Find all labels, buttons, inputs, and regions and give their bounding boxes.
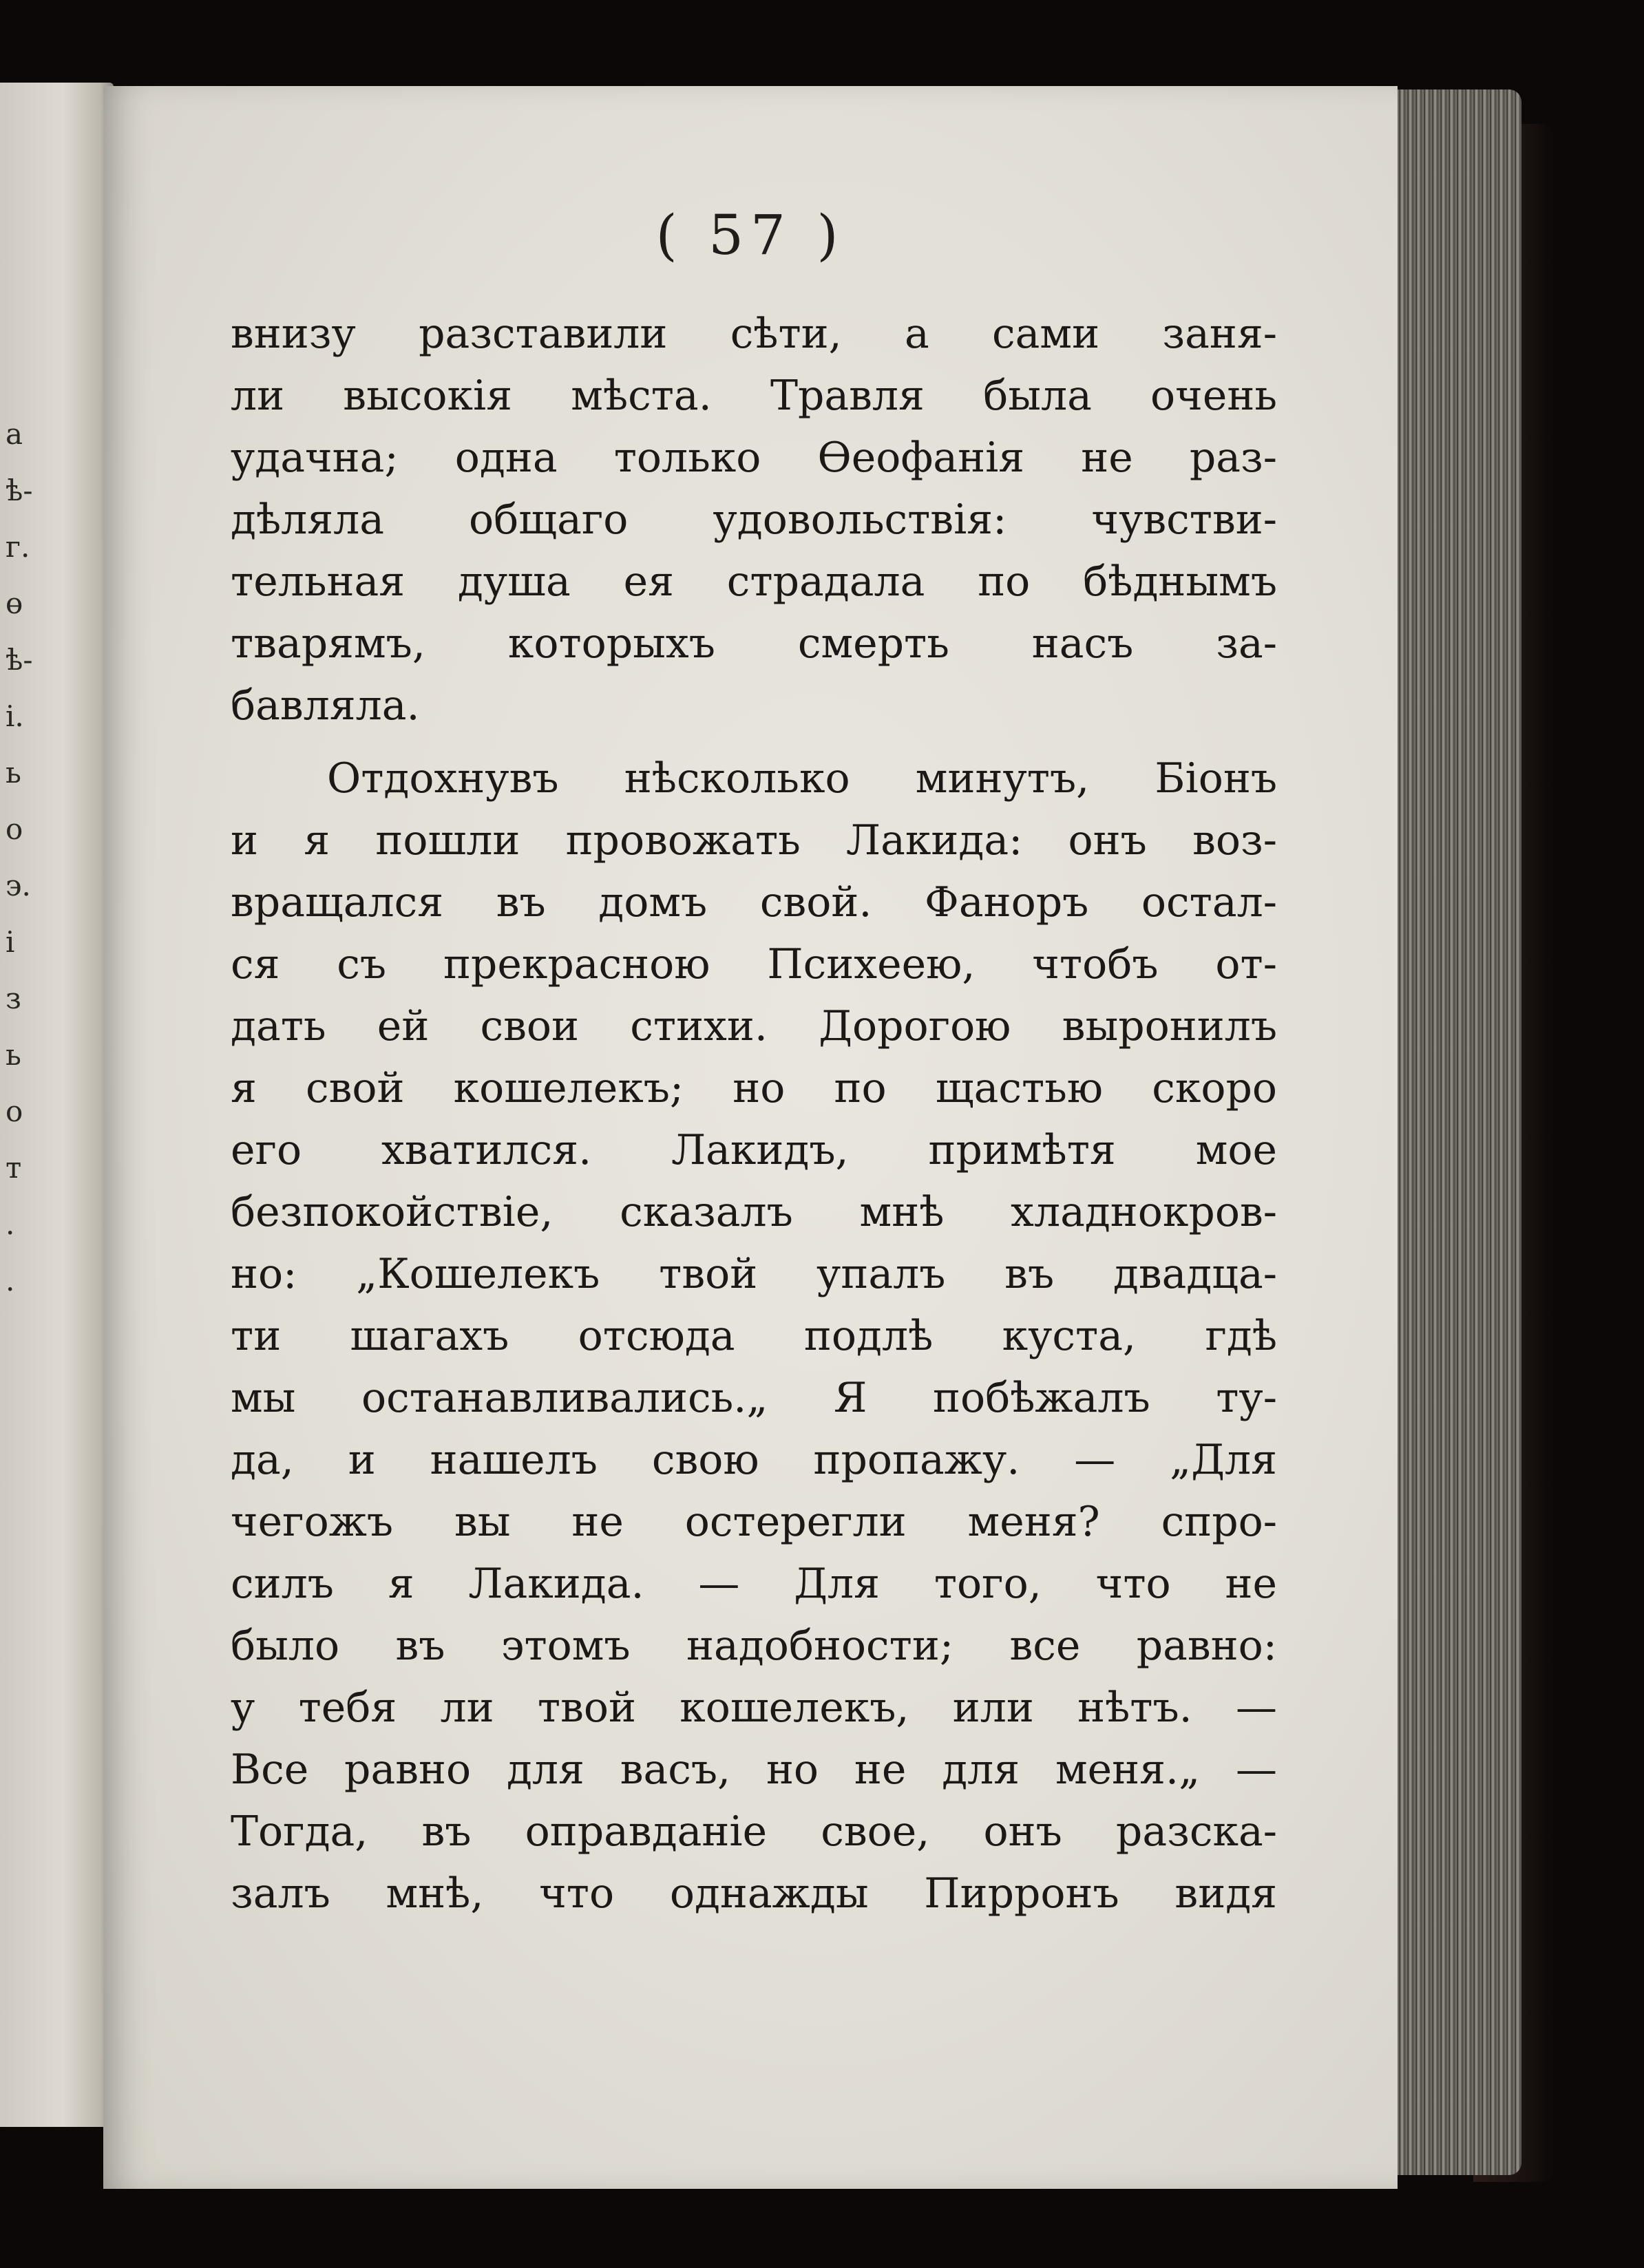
left-page-fragment: ь <box>6 756 21 789</box>
text-line: да, и нашелъ свою пропажу. — „Для <box>231 1436 1277 1484</box>
left-page-fragment: . <box>6 1207 15 1241</box>
text-line: внизу разставили сѣти, а сами заня- <box>231 310 1277 358</box>
left-page-fragment: і <box>6 925 15 959</box>
text-line: было въ этомъ надобности; все равно: <box>231 1622 1277 1670</box>
text-line: я свой кошелекъ; но по щастью скоро <box>231 1064 1277 1112</box>
text-line: чегожъ вы не остерегли меня? спро- <box>231 1498 1277 1546</box>
text-line: дѣляла общаго удовольствія: чувстви- <box>231 496 1277 544</box>
left-page-fragment: а <box>6 417 23 451</box>
text-line: залъ мнѣ, что однажды Пирронъ видя <box>231 1869 1277 1918</box>
text-line: вращался въ домъ свой. Фаноръ остал- <box>231 878 1277 926</box>
text-line: мы останавливались.„ Я побѣжалъ ту- <box>231 1374 1277 1422</box>
text-line: ся съ прекрасною Психеею, чтобъ от- <box>231 940 1277 988</box>
left-page-fragment: т <box>6 1151 22 1185</box>
text-line: и я пошли провожать Лакида: онъ воз- <box>231 816 1277 865</box>
left-page-fragment: ѣ- <box>6 474 33 507</box>
text-line: у тебя ли твой кошелекъ, или нѣтъ. — <box>231 1684 1277 1732</box>
previous-page-text-fragments <box>6 406 33 1309</box>
text-line: силъ я Лакида. — Для того, что не <box>231 1560 1277 1608</box>
left-page-fragment: і. <box>6 699 24 733</box>
text-line: тельная душа ея страдала по бѣднымъ <box>231 558 1277 606</box>
left-page-fragment: ө <box>6 586 23 620</box>
previous-page-edge <box>0 83 114 2127</box>
text-line: Тогда, въ оправданіе свое, онъ разска- <box>231 1808 1277 1856</box>
left-page-fragment: о <box>6 812 23 846</box>
left-page-fragment: з <box>6 982 21 1015</box>
left-page-fragment: о <box>6 1094 23 1128</box>
text-line: Все равно для васъ, но не для меня.„ — <box>231 1746 1277 1794</box>
text-line: ли высокія мѣста. Травля была очень <box>231 372 1277 420</box>
left-page-fragment: . <box>6 1264 15 1297</box>
text-line: ти шагахъ отсюда подлѣ куста, гдѣ <box>231 1312 1277 1360</box>
text-line: тварямъ, которыхъ смерть насъ за- <box>231 619 1277 668</box>
text-line: бавляла. <box>231 681 420 730</box>
text-line: но: „Кошелекъ твой упалъ въ двадца- <box>231 1250 1277 1298</box>
page-body-text <box>231 303 1277 1925</box>
left-page-fragment: ь <box>6 1038 21 1072</box>
text-line: дать ей свои стихи. Дорогою выронилъ <box>231 1002 1277 1050</box>
left-page-fragment: г. <box>6 530 30 564</box>
left-page-fragment: э. <box>6 869 31 902</box>
text-line: безпокойствіе, сказалъ мнѣ хладнокров- <box>231 1188 1277 1236</box>
left-page-fragment: ѣ- <box>6 643 33 677</box>
text-line: удачна; одна только Өеофанія не раз- <box>231 434 1277 482</box>
page-number: ( 57 ) <box>655 203 845 267</box>
book-page <box>103 86 1398 2189</box>
text-line: Отдохнувъ нѣсколько минутъ, Біонъ <box>327 754 1277 803</box>
page-stack-edge <box>1384 89 1521 2175</box>
text-line: его хватился. Лакидъ, примѣтя мое <box>231 1126 1277 1174</box>
